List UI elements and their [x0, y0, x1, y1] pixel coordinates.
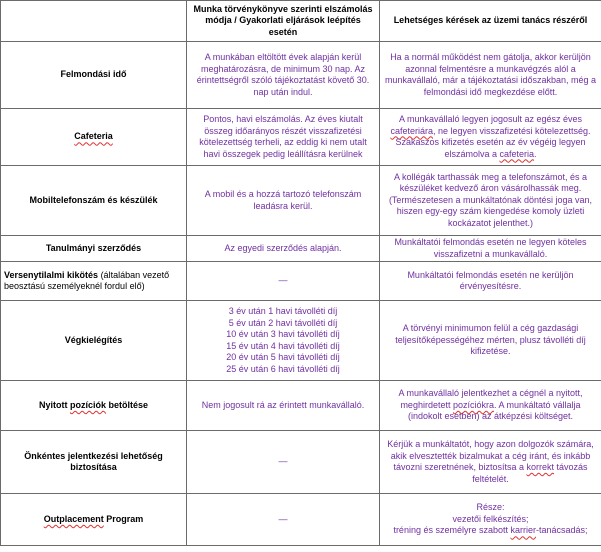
table-row: [1, 301, 601, 381]
table-row: [1, 42, 601, 109]
request-cell: Munkáltatói felmondás esetén ne legyen köteles visszafizetni a munkavállaló.: [380, 236, 601, 262]
row-label: Végkielégítés: [1, 301, 187, 381]
severance-line: 3 év után 1 havi távolléti díj: [228, 306, 338, 316]
row-label: Outplacement Program: [1, 494, 187, 546]
request-cell: A kollégák tarthassák meg a telefonszámot, és a készüléket kedvező áron vásárolhassák meg. (Természetesen a munkáltatónak döntési joga van, hiszen egy-egy szám kiengedése komoly üzleti kockázatot jelenthet.): [380, 166, 601, 236]
row-label: Tanulmányi szerződés: [1, 236, 187, 262]
empty-dash: —: [278, 513, 288, 524]
row-label: Cafeteria: [1, 109, 187, 166]
practice-cell: A munkában eltöltött évek alapján kerül meghatározásra, de minimum 30 nap. Az érintettségről szóló tájékoztatást követő 30. nap után indul.: [187, 42, 380, 109]
practice-cell: [187, 431, 380, 494]
severance-line: 25 év után 6 havi távolléti díj: [226, 363, 340, 374]
header-col1: [1, 1, 187, 42]
request-cell: A munkavállaló jelentkezhet a cégnél a nyitott, meghirdetett pozíciókra. A munkáltató vállalja (indokolt esetben) az átképzési költséget.: [380, 381, 601, 431]
table-row: [1, 236, 601, 262]
severance-line: 10 év után 3 havi távolléti díj: [226, 329, 340, 339]
practice-cell: [187, 262, 380, 301]
header-col3: Lehetséges kérések az üzemi tanács részéről: [380, 1, 601, 42]
severance-line: 20 év után 5 havi távolléti díj: [226, 352, 340, 362]
request-cell: A törvényi minimumon felül a cég gazdasági teljesítőképességéhez mérten, plusz távolléti díj kifizetése.: [380, 301, 601, 381]
severance-line: 15 év után 4 havi távolléti díj: [226, 340, 340, 351]
table-row: [1, 431, 601, 494]
header-row: [1, 1, 601, 42]
practice-cell: A mobil és a hozzá tartozó telefonszám leadásra kerül.: [187, 166, 380, 236]
table-row: [1, 109, 601, 166]
table-row: [1, 166, 601, 236]
empty-dash: —: [278, 456, 288, 467]
table-row: [1, 381, 601, 431]
practice-cell: [187, 494, 380, 546]
table-row: [1, 262, 601, 301]
request-cell: Része: vezetői felkészítés; tréning és személyre szabott karrier-tanácsadás;: [380, 494, 601, 546]
request-cell: Munkáltatói felmondás esetén ne kerüljön érvényesítésre.: [380, 262, 601, 301]
row-label: Önkéntes jelentkezési lehetőség biztosítása: [1, 431, 187, 494]
request-cell: Kérjük a munkáltatót, hogy azon dolgozók számára, akik elvesztették bizalmukat a cég iránt, és inkább távozni szeretnének, biztosítsa a korrekt távozás feltételét.: [380, 431, 601, 494]
practice-cell: Az egyedi szerződés alapján.: [187, 236, 380, 262]
practice-cell: [187, 301, 380, 381]
severance-line: 5 év után 2 havi távolléti díj: [228, 317, 338, 328]
request-cell: Ha a normál működést nem gátolja, akkor kerüljön azonnal felmentésre a munkavégzés alól a munkavállaló, már a tájékoztatási időszakban, még a felmondási idő megkezdése előtt.: [380, 42, 601, 109]
practice-cell: Pontos, havi elszámolás. Az éves kiutalt összeg időarányos részét visszafizetési kötelezettség terheli, az eddig ki nem utalt havi összegek pedig leállításra kerülnek: [187, 109, 380, 166]
row-label: Versenytilalmi kikötés (általában vezető beosztású személyeknél fordul elő): [1, 262, 187, 301]
table-row: [1, 494, 601, 546]
practice-cell: Nem jogosult rá az érintett munkavállaló.: [187, 381, 380, 431]
empty-dash: —: [278, 275, 288, 286]
row-label: Nyitott pozíciók betöltése: [1, 381, 187, 431]
header-col2: Munka törvénykönyve szerinti elszámolás módja / Gyakorlati eljárások leépítés esetén: [187, 1, 380, 42]
row-label: Mobiltelefonszám és készülék: [1, 166, 187, 236]
request-cell: A munkavállaló legyen jogosult az egész éves cafeteriára, ne legyen visszafizetési kötelezettség. Szakaszos kifizetés esetén az év végéig legyen elszámolva a cafeteria.: [380, 109, 601, 166]
row-label: Felmondási idő: [1, 42, 187, 109]
